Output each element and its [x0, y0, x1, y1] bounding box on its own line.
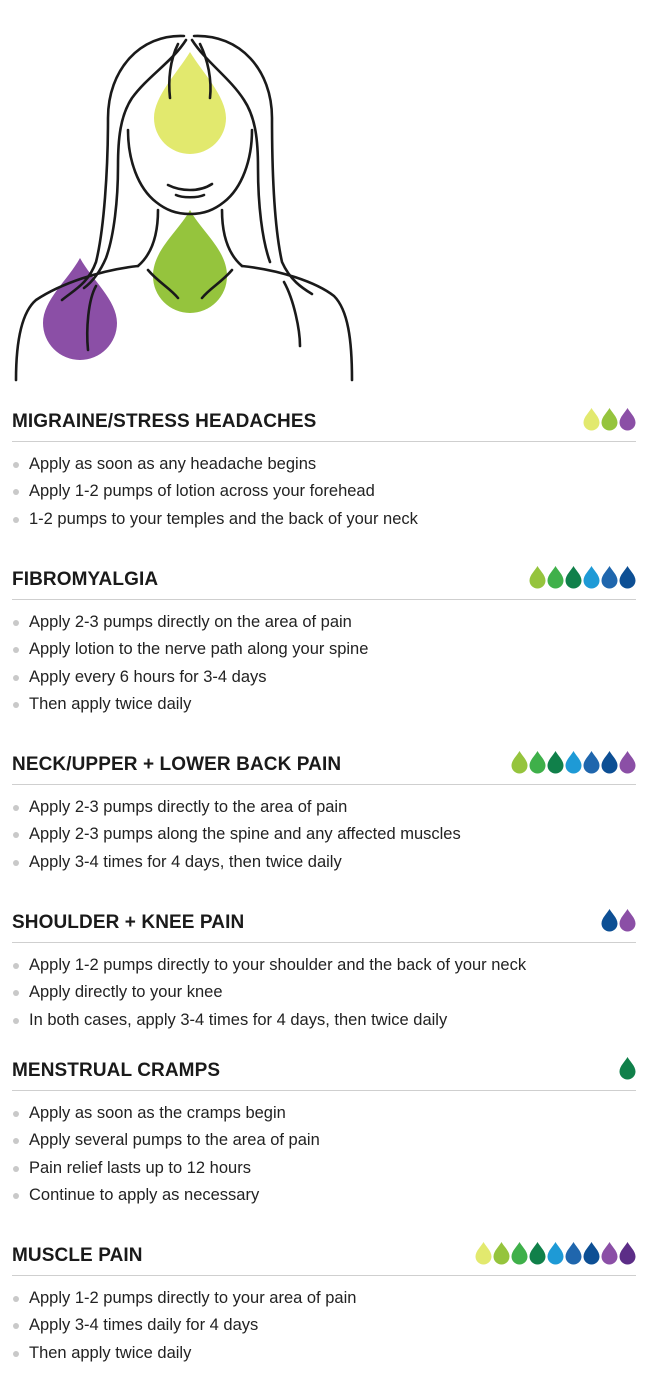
section-title: SHOULDER + KNEE PAIN [12, 912, 245, 933]
drop-icons [511, 748, 636, 774]
section-title: MUSCLE PAIN [12, 1245, 143, 1266]
section-header [12, 1054, 636, 1091]
instruction-list [12, 1276, 636, 1367]
drop-icon [565, 1242, 582, 1265]
list-item: Apply directly to your knee [12, 979, 636, 1006]
drop-icon [601, 408, 618, 431]
instruction-list [12, 1091, 636, 1209]
drop-icon [583, 1242, 600, 1265]
drop-icon [619, 1057, 636, 1080]
treatment-section [12, 1054, 636, 1209]
treatment-section [12, 906, 636, 1034]
list-item: Apply every 6 hours for 3-4 days [12, 664, 636, 691]
list-item: 1-2 pumps to your temples and the back of your neck [12, 506, 636, 533]
section-title: MIGRAINE/STRESS HEADACHES [12, 411, 317, 432]
list-item: Apply 3-4 times daily for 4 days [12, 1312, 636, 1339]
drop-icon [511, 751, 528, 774]
treatment-section [12, 1239, 636, 1367]
drop-icon [547, 751, 564, 774]
drop-icon [619, 909, 636, 932]
list-item: Apply 1-2 pumps of lotion across your forehead [12, 478, 636, 505]
drop-icon [493, 1242, 510, 1265]
section-title: MENSTRUAL CRAMPS [12, 1060, 221, 1081]
list-item: Apply lotion to the nerve path along your spine [12, 636, 636, 663]
section-header [12, 748, 636, 785]
drop-icon [601, 566, 618, 589]
purple-drop-shoulder [43, 258, 117, 360]
drop-icon [583, 751, 600, 774]
list-item: Apply as soon as the cramps begin [12, 1100, 636, 1127]
treatment-section [12, 405, 636, 533]
treatment-section [12, 563, 636, 718]
instruction-list [12, 600, 636, 718]
drop-icon [601, 751, 618, 774]
drop-icon [547, 1242, 564, 1265]
drop-icon [619, 408, 636, 431]
drop-icon [529, 566, 546, 589]
drop-icon [511, 1242, 528, 1265]
list-item: Apply 2-3 pumps directly to the area of pain [12, 794, 636, 821]
list-item: Continue to apply as necessary [12, 1182, 636, 1209]
drop-icon [565, 751, 582, 774]
list-item: Apply 1-2 pumps directly to your shoulder and the back of your neck [12, 952, 636, 979]
list-item: Apply 2-3 pumps directly on the area of pain [12, 609, 636, 636]
instruction-list [12, 442, 636, 533]
drop-icon [619, 1242, 636, 1265]
drop-icon [619, 566, 636, 589]
list-item: Apply 2-3 pumps along the spine and any affected muscles [12, 821, 636, 848]
list-item: Apply as soon as any headache begins [12, 451, 636, 478]
section-header [12, 1239, 636, 1276]
drop-icon [601, 909, 618, 932]
drop-icons [601, 906, 636, 932]
drop-icon [601, 1242, 618, 1265]
drop-icon [529, 751, 546, 774]
woman-face-illustration [0, 0, 400, 392]
drop-icons [475, 1239, 636, 1265]
drop-icon [547, 566, 564, 589]
list-item: Then apply twice daily [12, 1340, 636, 1367]
drop-icon [619, 751, 636, 774]
list-item: Apply 3-4 times for 4 days, then twice daily [12, 849, 636, 876]
drop-icon [583, 566, 600, 589]
section-title: NECK/UPPER + LOWER BACK PAIN [12, 754, 342, 775]
section-header [12, 405, 636, 442]
section-title: FIBROMYALGIA [12, 569, 159, 590]
drop-icon [529, 1242, 546, 1265]
list-item: Then apply twice daily [12, 691, 636, 718]
green-drop-neck [153, 210, 227, 313]
treatment-section [12, 748, 636, 876]
list-item: Apply 1-2 pumps directly to your area of pain [12, 1285, 636, 1312]
drop-icon [475, 1242, 492, 1265]
drop-icons [583, 405, 636, 431]
drop-icons [529, 563, 636, 589]
drop-icon [583, 408, 600, 431]
drop-icon [565, 566, 582, 589]
instruction-list [12, 943, 636, 1034]
list-item: In both cases, apply 3-4 times for 4 days, then twice daily [12, 1007, 636, 1034]
section-header [12, 563, 636, 600]
instruction-list [12, 785, 636, 876]
list-item: Apply several pumps to the area of pain [12, 1127, 636, 1154]
drop-icons [619, 1054, 636, 1080]
list-item: Pain relief lasts up to 12 hours [12, 1155, 636, 1182]
section-header [12, 906, 636, 943]
